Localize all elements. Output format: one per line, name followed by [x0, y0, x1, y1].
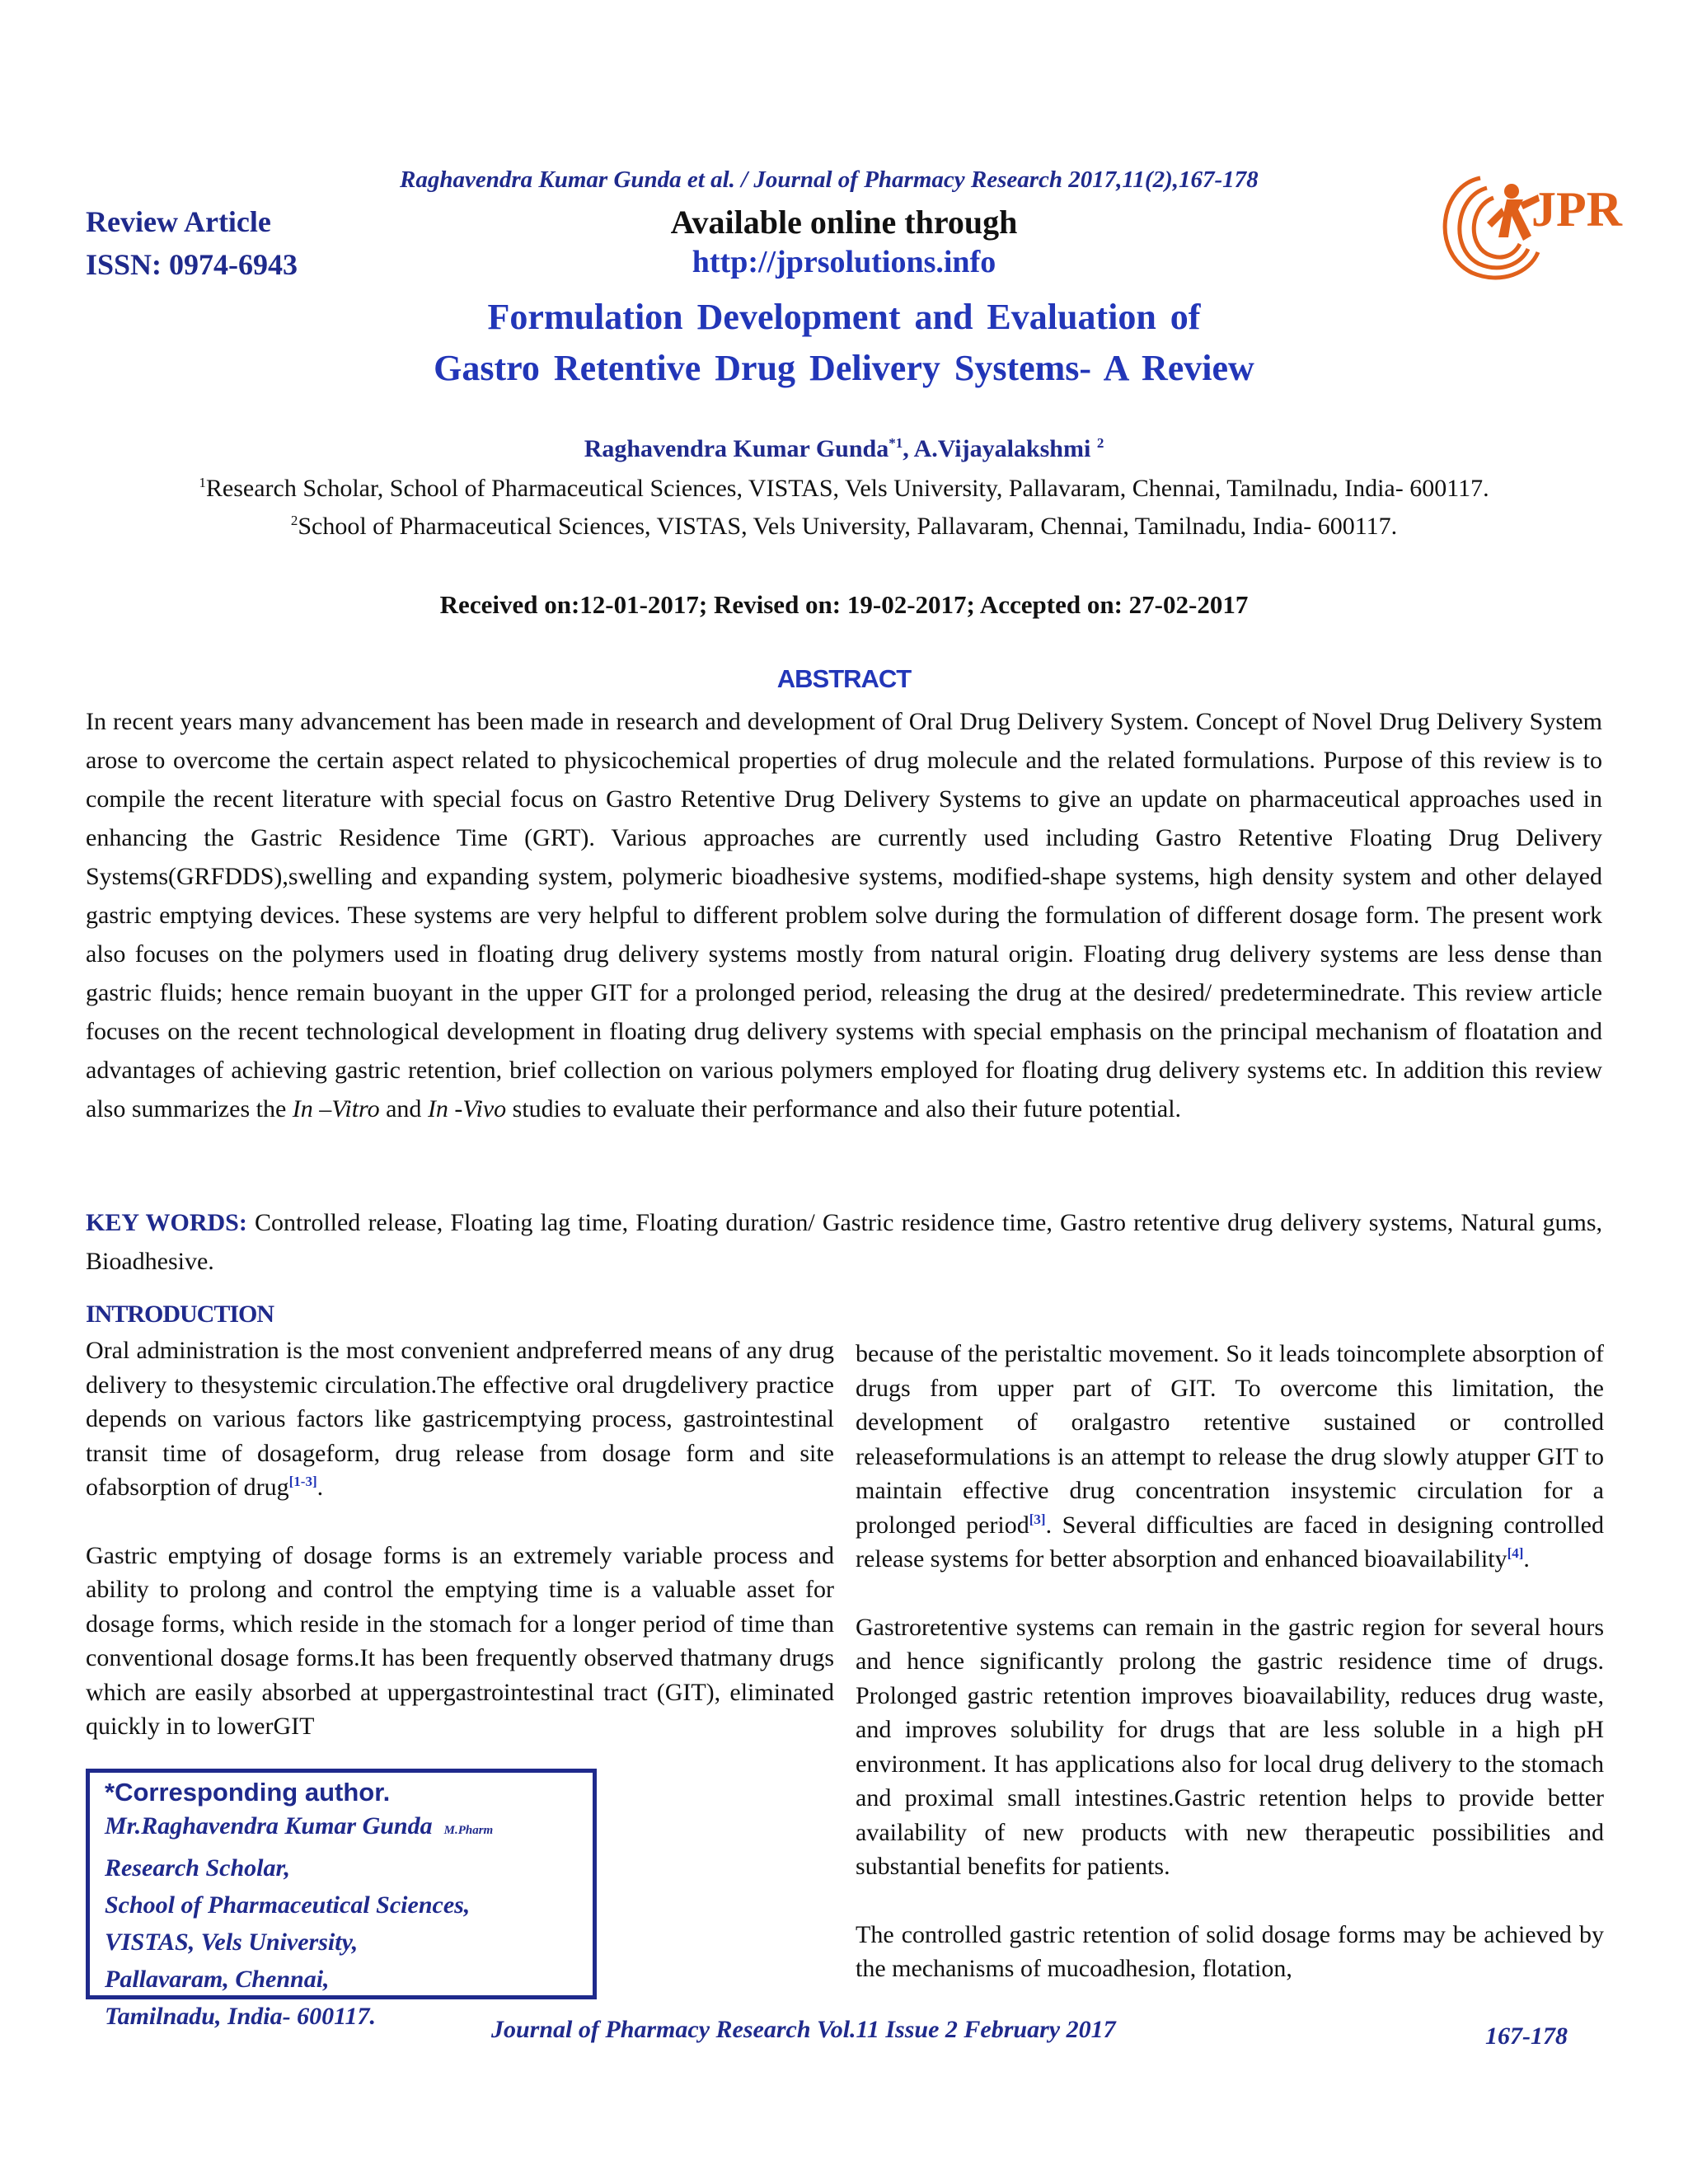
intro-left-paragraph-1 [86, 1333, 834, 1505]
submission-dates: Received on:12-01-2017; Revised on: 19-02-2017; Accepted on: 27-02-2017 [439, 590, 1249, 619]
author-list [0, 435, 1688, 463]
right-column [856, 1337, 1604, 2020]
corresponding-author-title: *Corresponding author. [105, 1778, 391, 1807]
issn: ISSN: 0974-6943 [86, 248, 298, 281]
corresponding-author-name-line [105, 1807, 578, 1849]
corresponding-author-name: Mr.Raghavendra Kumar Gunda [105, 1812, 433, 1840]
intro-left-paragraph-2 [86, 1539, 834, 1744]
left-column [86, 1333, 834, 1778]
jpr-logo-icon [1423, 162, 1622, 287]
intro-right-paragraph-2 [856, 1610, 1604, 1884]
author-1-mark: *1 [889, 435, 903, 451]
paper-title-line-2: Gastro Retentive Drug Delivery Systems- A Review [434, 348, 1254, 388]
introduction-heading: INTRODUCTION [86, 1301, 274, 1328]
author-2: , A.Vijayalakshmi [903, 435, 1097, 462]
affiliation-1 [0, 475, 1688, 503]
keywords-label: KEY WORDS: [86, 1209, 247, 1236]
intro-right-paragraph-3 [856, 1918, 1604, 1986]
intro-left-p1-end: . [316, 1474, 324, 1501]
intro-right-p3-text: The controlled gastric retention of solid dosage forms may be achieved by the mechanisms of mucoadhesion, flotation, [856, 1920, 1604, 1982]
intro-right-p1-end: . [1523, 1545, 1530, 1572]
affiliation-2-mark: 2 [290, 513, 298, 528]
corresponding-author-university: VISTAS, Vels University, [105, 1929, 359, 1956]
logo-text: JPR [1531, 182, 1622, 237]
citation-4[interactable]: [4] [1507, 1545, 1524, 1561]
corresponding-author-city: Pallavaram, Chennai, [105, 1966, 330, 1993]
affiliation-1-mark: 1 [199, 475, 206, 490]
paper-title-line-1: Formulation Development and Evaluation of [487, 297, 1201, 337]
corresponding-author-state: Tamilnadu, India- 600117. [105, 2003, 376, 2030]
abstract-tail: studies to evaluate their performance and also their future potential. [506, 1095, 1182, 1122]
citation-3[interactable]: [3] [1029, 1511, 1046, 1527]
abstract-in-vivo: In -Vivo [427, 1095, 507, 1122]
abstract-in-vitro: In –Vitro [292, 1095, 380, 1122]
intro-right-paragraph-1 [856, 1337, 1604, 1577]
abstract-heading: ABSTRACT [776, 664, 912, 693]
author-2-mark: 2 [1096, 435, 1104, 451]
footer-pages: 167-178 [1485, 2022, 1568, 2050]
affiliation-1-text: Research Scholar, School of Pharmaceutical Sciences, VISTAS, Vels University, Pallavaram, Chennai, Tamilnadu, India- 600117. [205, 475, 1489, 502]
corresponding-author-degree: M.Pharm [443, 1824, 494, 1837]
corresponding-author-box [86, 1769, 597, 2030]
journal-url-text[interactable]: http://jprsolutions.info [692, 245, 996, 279]
citation-1-3[interactable]: [1-3] [288, 1474, 317, 1489]
affiliation-2 [0, 513, 1688, 541]
intro-right-p1-text: because of the peristaltic movement. So it leads toincomplete absorption of drugs from upper part of GIT. To overcome this limitation, the development of oralgastro retentive sustained or controlled releaseformulations is an attempt to release the drug slowly atupper GIT to maintain effective drug concentration insystemic circulation for a prolonged period [856, 1340, 1604, 1539]
corresponding-author-position: Research Scholar, [105, 1854, 291, 1882]
corresponding-author-school: School of Pharmaceutical Sciences, [105, 1891, 471, 1919]
affiliation-2-text: School of Pharmaceutical Sciences, VISTAS, Vels University, Pallavaram, Chennai, Tamilnadu, India- 600117. [298, 513, 1398, 540]
paper-title [0, 292, 1688, 394]
intro-right-p2-text: Gastroretentive systems can remain in the gastric region for several hours and hence significantly prolong the gastric residence time of drugs. Prolonged gastric retention improves bioavailability, reduces drug waste, and improves solubility for drugs that are less soluble in a high pH environment. It has applications also for local drug delivery to the stomach and proximal small intestines.Gastric retention helps to provide better availability of new products with new therapeutic possibilities and substantial benefits for patients. [856, 1613, 1604, 1880]
keywords-text: Controlled release, Floating lag time, Floating duration/ Gastric residence time, Gastro retentive drug delivery systems, Natural gums, Bioadhesive. [86, 1209, 1602, 1275]
intro-left-p1-text: Oral administration is the most convenient andpreferred means of any drug delivery to thesystemic circulation.The effective oral drugdelivery practice depends on various factors like gastricemptying process, gastrointestinal transit time of dosageform, drug release from dosage form and site ofabsorption of drug [86, 1337, 834, 1501]
intro-right-p1-mid: . Several difficulties are faced in designing controlled release systems for better absorption and enhanced bioavailability [856, 1511, 1604, 1572]
article-type: Review Article [86, 205, 271, 238]
abstract-body [86, 702, 1602, 1128]
abstract-and: and [379, 1095, 428, 1122]
intro-left-p2-text: Gastric emptying of dosage forms is an extremely variable process and ability to prolong and control the emptying time is a valuable asset for dosage forms, which reside in the stomach for a longer period of time than conventional dosage forms.It has been frequently observed thatmany drugs which are easily absorbed at uppergastrointestinal tract (GIT), eliminated quickly in to lowerGIT [86, 1541, 834, 1740]
author-1: Raghavendra Kumar Gunda [584, 435, 889, 462]
abstract-text: In recent years many advancement has been made in research and development of Oral Drug Delivery System. Concept of Novel Drug Delivery System arose to overcome the certain aspect related to physicochemical properties of drug molecule and the related formulations. Purpose of this review is to compile the recent literature with special focus on Gastro Retentive Drug Delivery Systems to give an update on pharmaceutical approaches used in enhancing the Gastric Residence Time (GRT). Various approaches are currently used including Gastro Retentive Floating Drug Delivery Systems(GRFDDS),swelling and expanding system, polymeric bioadhesive systems, modified-shape systems, high density system and other delayed gastric emptying devices. These systems are very helpful to different problem solve during the formulation of different dosage form. The present work also focuses on the polymers used in floating drug delivery systems mostly from natural origin. Floating drug delivery systems are less dense than gastric fluids; hence remain buoyant in the upper GIT for a prolonged period, releasing the drug at the desired/ predeterminedrate. This review article focuses on the recent technological development in floating drug delivery systems with special emphasis on the principal mechanism of floatation and advantages of achieving gastric retention, brief collection on various polymers employed for floating drug delivery systems etc. In addition this review also summarizes the [86, 708, 1602, 1122]
keywords [86, 1203, 1602, 1281]
running-head: Raghavendra Kumar Gunda et al. / Journal of Pharmacy Research 2017,11(2),167-178 [400, 166, 1259, 193]
footer-journal: Journal of Pharmacy Research Vol.11 Issue 2 February 2017 [491, 2016, 1116, 2043]
journal-logo [1423, 162, 1622, 287]
available-online: Available online through [670, 204, 1018, 241]
